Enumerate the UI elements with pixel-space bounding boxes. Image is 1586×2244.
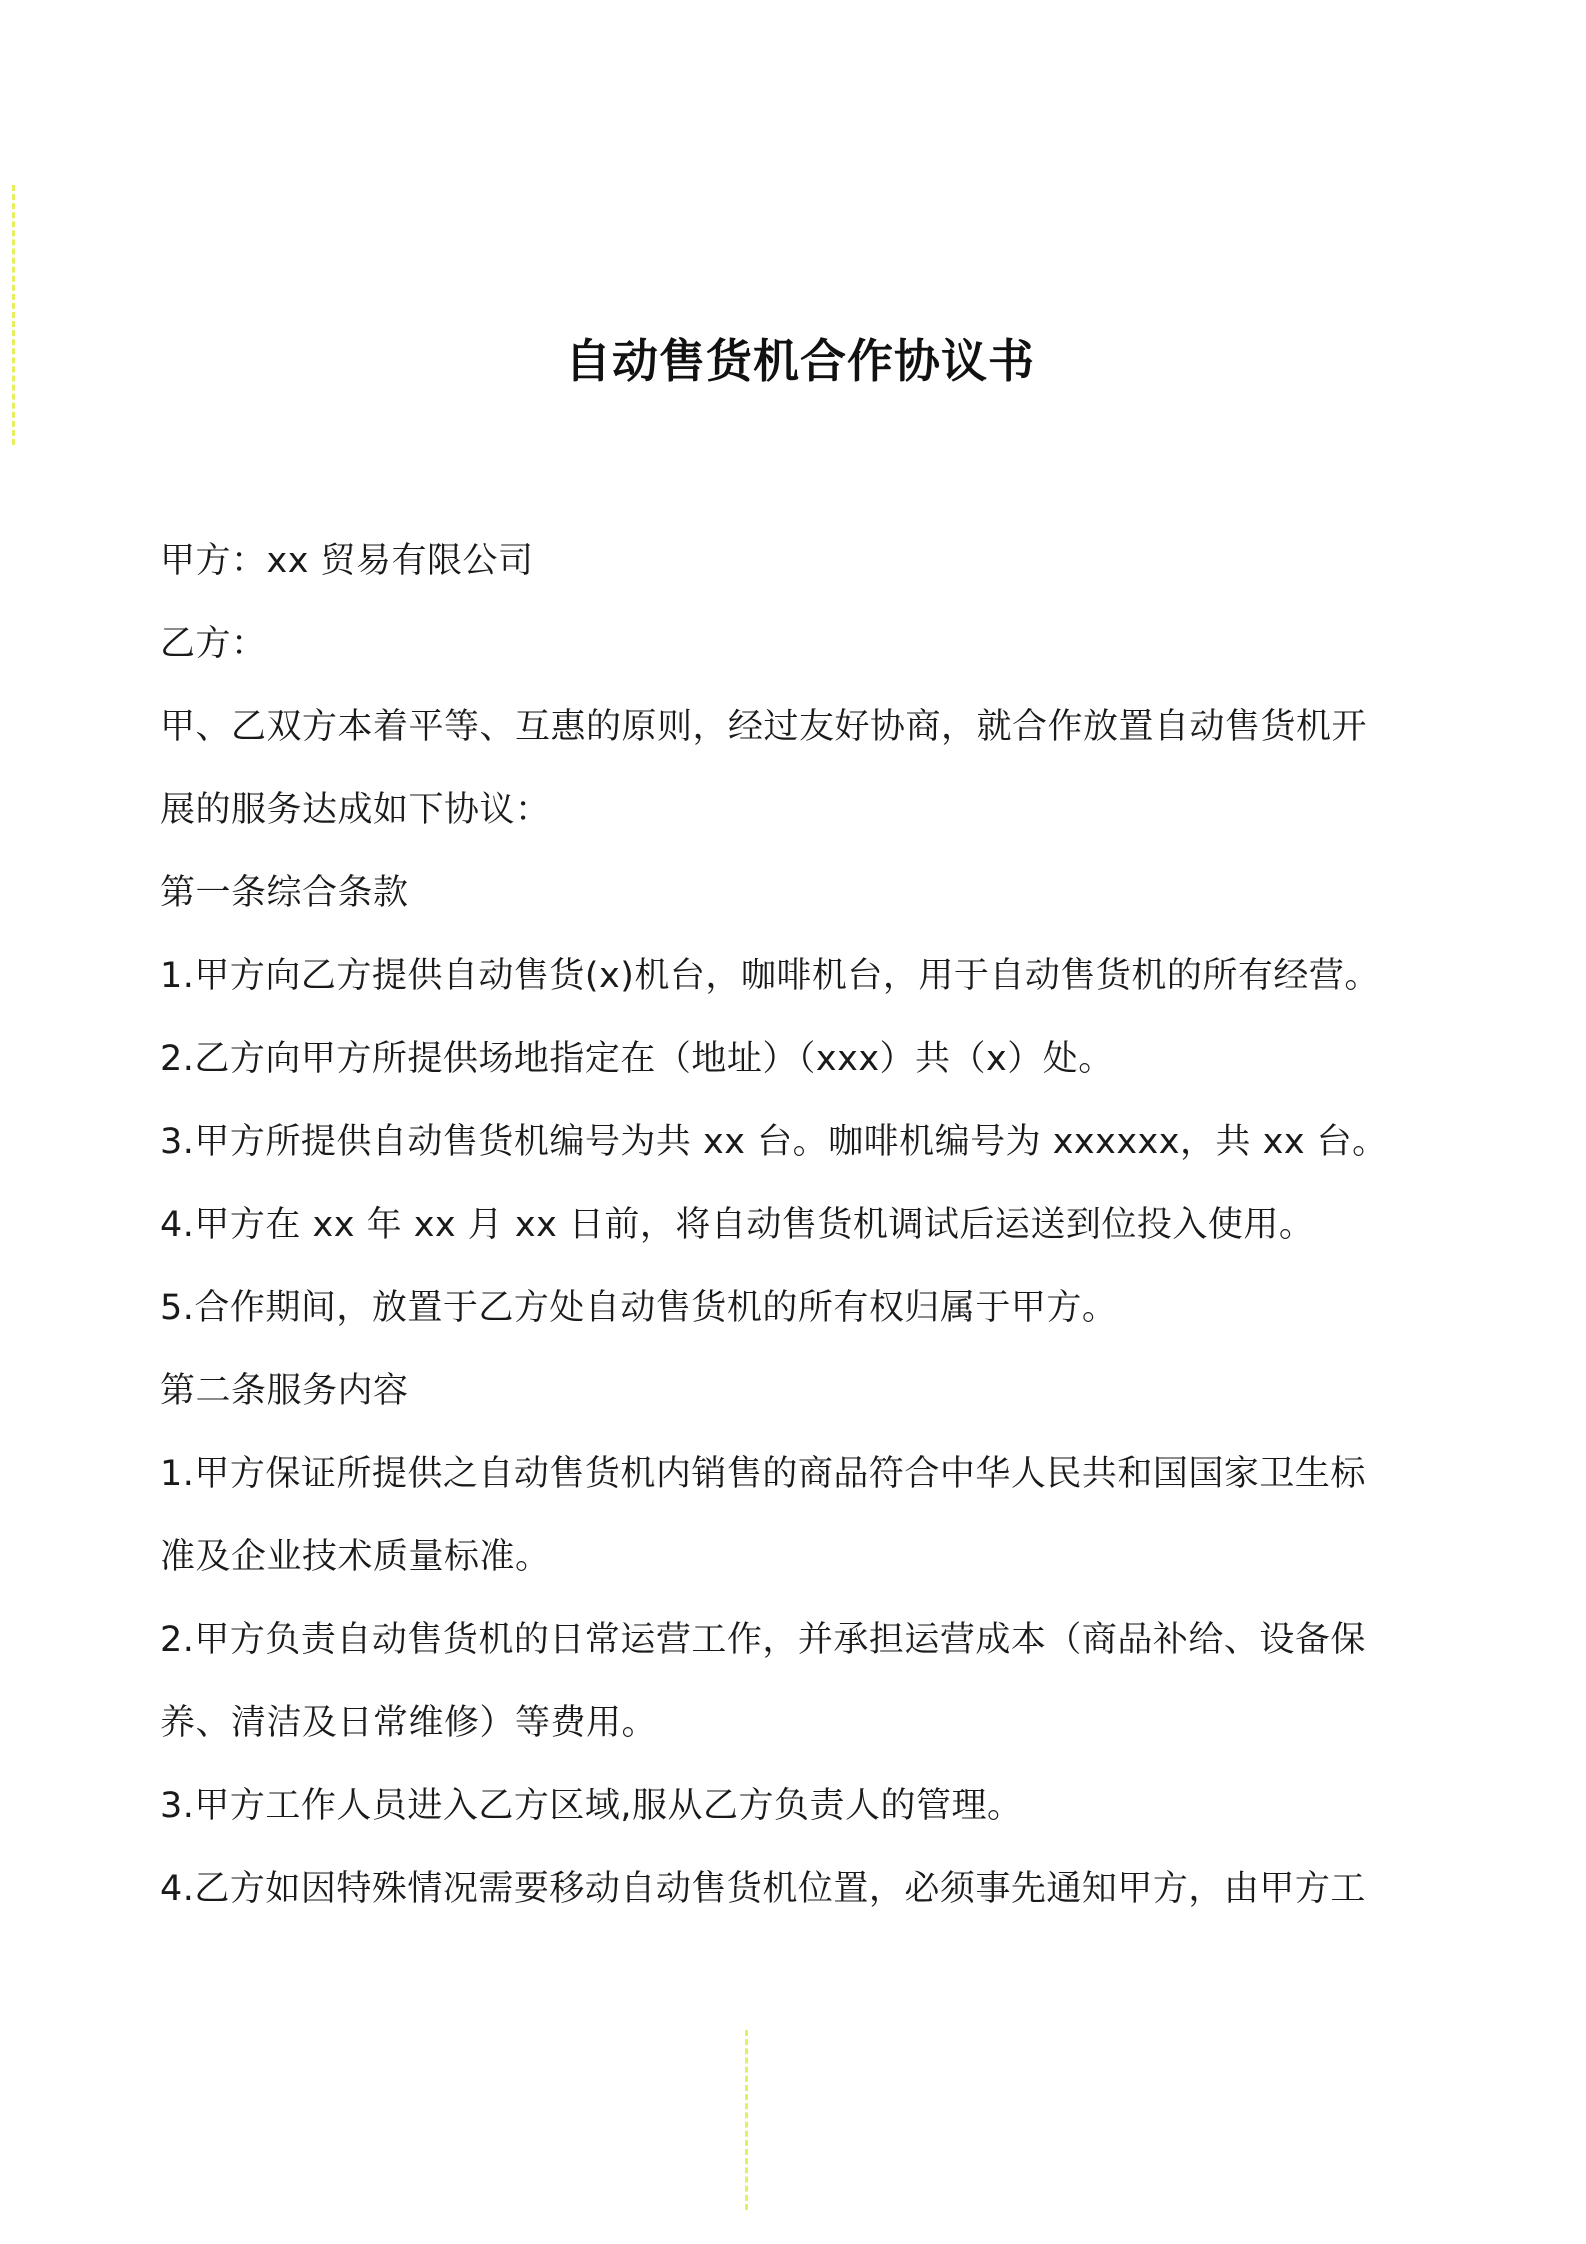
document-title: 自动售货机合作协议书 [565, 334, 1035, 388]
preamble-line: 甲、乙双方本着平等、互惠的原则，经过友好协商，就合作放置自动售货机开 [160, 707, 1368, 747]
preamble-line: 展的服务达成如下协议： [160, 790, 551, 830]
clause-line: 5.合作期间，放置于乙方处自动售货机的所有权归属于甲方。 [160, 1288, 1118, 1328]
clause-line: 4.甲方在 xx 年 xx 月 xx 日前，将自动售货机调试后运送到位投入使用。 [160, 1205, 1315, 1245]
clause-line: 准及企业技术质量标准。 [160, 1537, 551, 1577]
page-edge-marker [12, 185, 15, 445]
document-body [160, 520, 1450, 1931]
section-heading: 第一条综合条款 [160, 873, 409, 913]
clause-line: 3.甲方工作人员进入乙方区域,服从乙方负责人的管理。 [160, 1786, 1023, 1826]
clause-line: 4.乙方如因特殊情况需要移动自动售货机位置，必须事先通知甲方，由甲方工 [160, 1869, 1366, 1909]
party-a-line: 甲方：xx 贸易有限公司 [160, 541, 534, 581]
party-b-line: 乙方： [160, 624, 267, 664]
page-edge-marker [745, 2030, 748, 2210]
clause-line: 2.乙方向甲方所提供场地指定在（地址）（xxx）共（x）处。 [160, 1039, 1114, 1079]
section-heading: 第二条服务内容 [160, 1371, 409, 1411]
clause-line: 1.甲方向乙方提供自动售货(x)机台，咖啡机台，用于自动售货机的所有经营。 [160, 956, 1380, 996]
clause-line: 1.甲方保证所提供之自动售货机内销售的商品符合中华人民共和国国家卫生标 [160, 1454, 1366, 1494]
clause-line: 3.甲方所提供自动售货机编号为共 xx 台。咖啡机编号为 xxxxxx，共 xx 台。 [160, 1122, 1388, 1162]
clause-line: 2.甲方负责自动售货机的日常运营工作，并承担运营成本（商品补给、设备保 [160, 1620, 1366, 1660]
clause-line: 养、清洁及日常维修）等费用。 [160, 1703, 658, 1743]
